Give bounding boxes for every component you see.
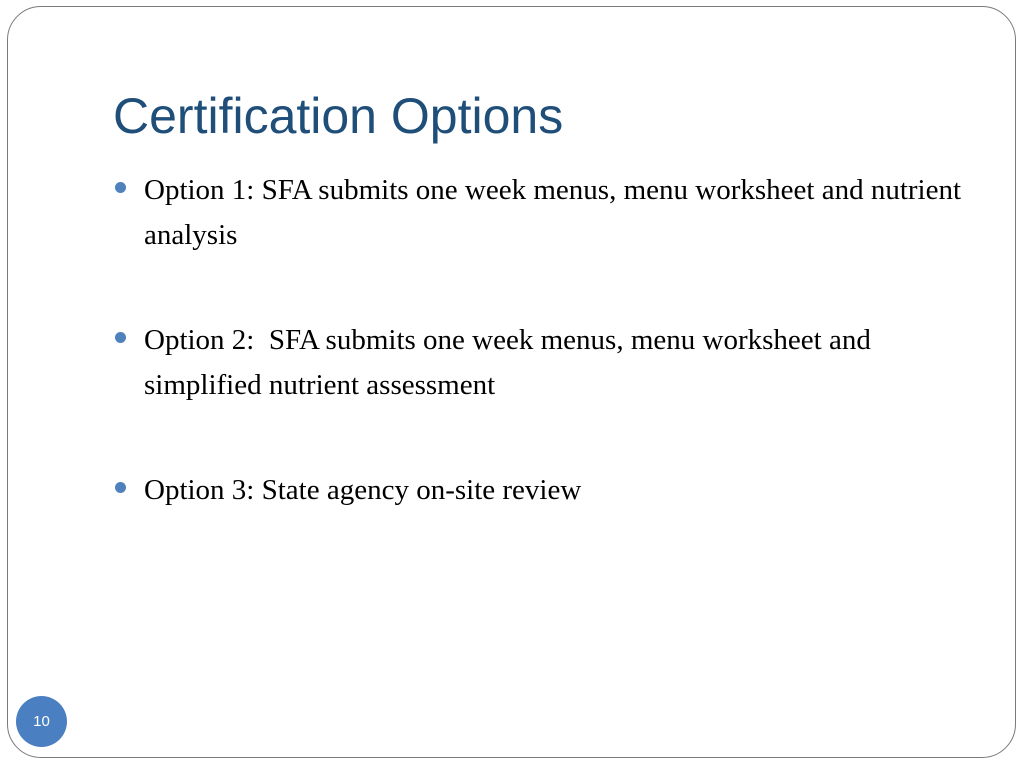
- slide-number-badge: 10: [16, 696, 67, 747]
- bullet-text: Option 2: SFA submits one week menus, menu worksheet and simplified nutrient assessment: [144, 324, 879, 401]
- bullet-item-option-1: [113, 168, 969, 258]
- circle-bullet-icon: [115, 482, 126, 493]
- slide-title: Certification Options: [113, 88, 564, 144]
- circle-bullet-icon: [115, 182, 126, 193]
- bullet-item-option-3: [113, 468, 963, 513]
- bullet-item-option-2: [113, 318, 963, 408]
- circle-bullet-icon: [115, 332, 126, 343]
- bullet-text: Option 1: SFA submits one week menus, menu worksheet and nutrient analysis: [144, 174, 969, 251]
- bullet-text: Option 3: State agency on-site review: [144, 474, 582, 506]
- bullet-list: [113, 168, 969, 573]
